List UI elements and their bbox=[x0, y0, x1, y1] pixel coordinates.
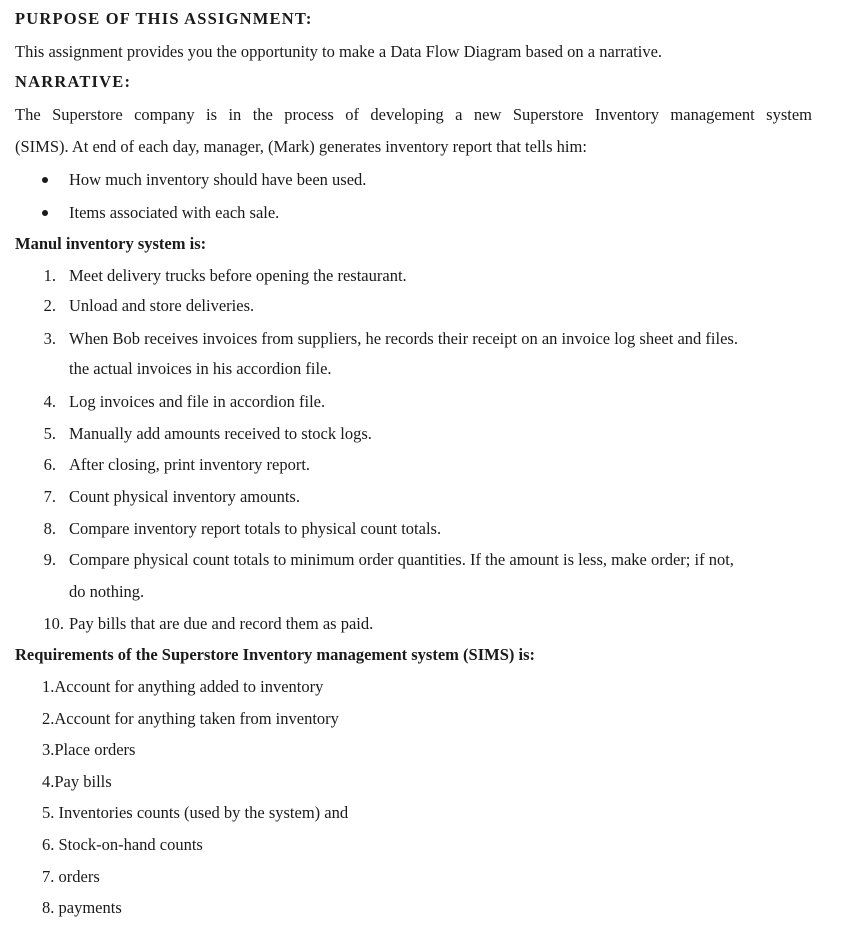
step-number: 5. bbox=[43, 424, 56, 443]
bullet-marker bbox=[42, 177, 48, 183]
step-text: Log invoices and file in accordion file. bbox=[69, 392, 326, 411]
step-text: Manually add amounts received to stock logs. bbox=[69, 424, 372, 443]
step-text: When Bob receives invoices from suppliers, he records their receipt on an invoice log sheet and files. bbox=[69, 329, 738, 348]
requirement-item: 4.Pay bills bbox=[42, 772, 112, 791]
narrative-line-1: The Superstore company is in the process of developing a new Superstore Inventory management system bbox=[15, 105, 812, 124]
step-number: 7. bbox=[43, 487, 56, 506]
bullet-item: How much inventory should have been used. bbox=[69, 170, 367, 189]
requirements-heading: Requirements of the Superstore Inventory management system (SIMS) is: bbox=[15, 645, 536, 664]
purpose-heading: PURPOSE OF THIS ASSIGNMENT: bbox=[15, 9, 313, 28]
requirement-item: 1.Account for anything added to inventory bbox=[42, 677, 324, 696]
bullet-marker bbox=[42, 210, 48, 216]
requirement-item: 2.Account for anything taken from inventory bbox=[42, 709, 339, 728]
narrative-heading: NARRATIVE: bbox=[15, 72, 132, 91]
step-text: After closing, print inventory report. bbox=[69, 455, 311, 474]
step-number: 4. bbox=[43, 392, 56, 411]
step-text: Compare inventory report totals to physical count totals. bbox=[69, 519, 442, 538]
step-text: Meet delivery trucks before opening the restaurant. bbox=[69, 266, 407, 285]
requirement-item: 5. Inventories counts (used by the system) and bbox=[42, 803, 349, 822]
bullet-item: Items associated with each sale. bbox=[69, 203, 280, 222]
step-text: Unload and store deliveries. bbox=[69, 296, 255, 315]
step-number: 3. bbox=[43, 329, 56, 348]
step-text: Pay bills that are due and record them as paid. bbox=[69, 614, 374, 633]
requirement-item: 8. payments bbox=[42, 898, 122, 917]
step-number: 6. bbox=[43, 455, 56, 474]
step-text-continued: do nothing. bbox=[69, 582, 145, 601]
narrative-line-2: (SIMS). At end of each day, manager, (Mark) generates inventory report that tells him: bbox=[15, 137, 587, 156]
step-number: 9. bbox=[43, 550, 56, 569]
requirement-item: 3.Place orders bbox=[42, 740, 136, 759]
step-text: Compare physical count totals to minimum order quantities. If the amount is less, make order; if not, bbox=[69, 550, 734, 569]
requirement-item: 6. Stock-on-hand counts bbox=[42, 835, 203, 854]
requirement-item: 7. orders bbox=[42, 867, 100, 886]
step-text: Count physical inventory amounts. bbox=[69, 487, 300, 506]
step-number: 10. bbox=[43, 614, 64, 633]
manual-heading: Manul inventory system is: bbox=[15, 234, 207, 253]
purpose-text: This assignment provides you the opportunity to make a Data Flow Diagram based on a narrative. bbox=[15, 42, 663, 61]
step-number: 1. bbox=[43, 266, 56, 285]
step-number: 8. bbox=[43, 519, 56, 538]
step-number: 2. bbox=[43, 296, 56, 315]
step-text-continued: the actual invoices in his accordion file. bbox=[69, 359, 332, 378]
